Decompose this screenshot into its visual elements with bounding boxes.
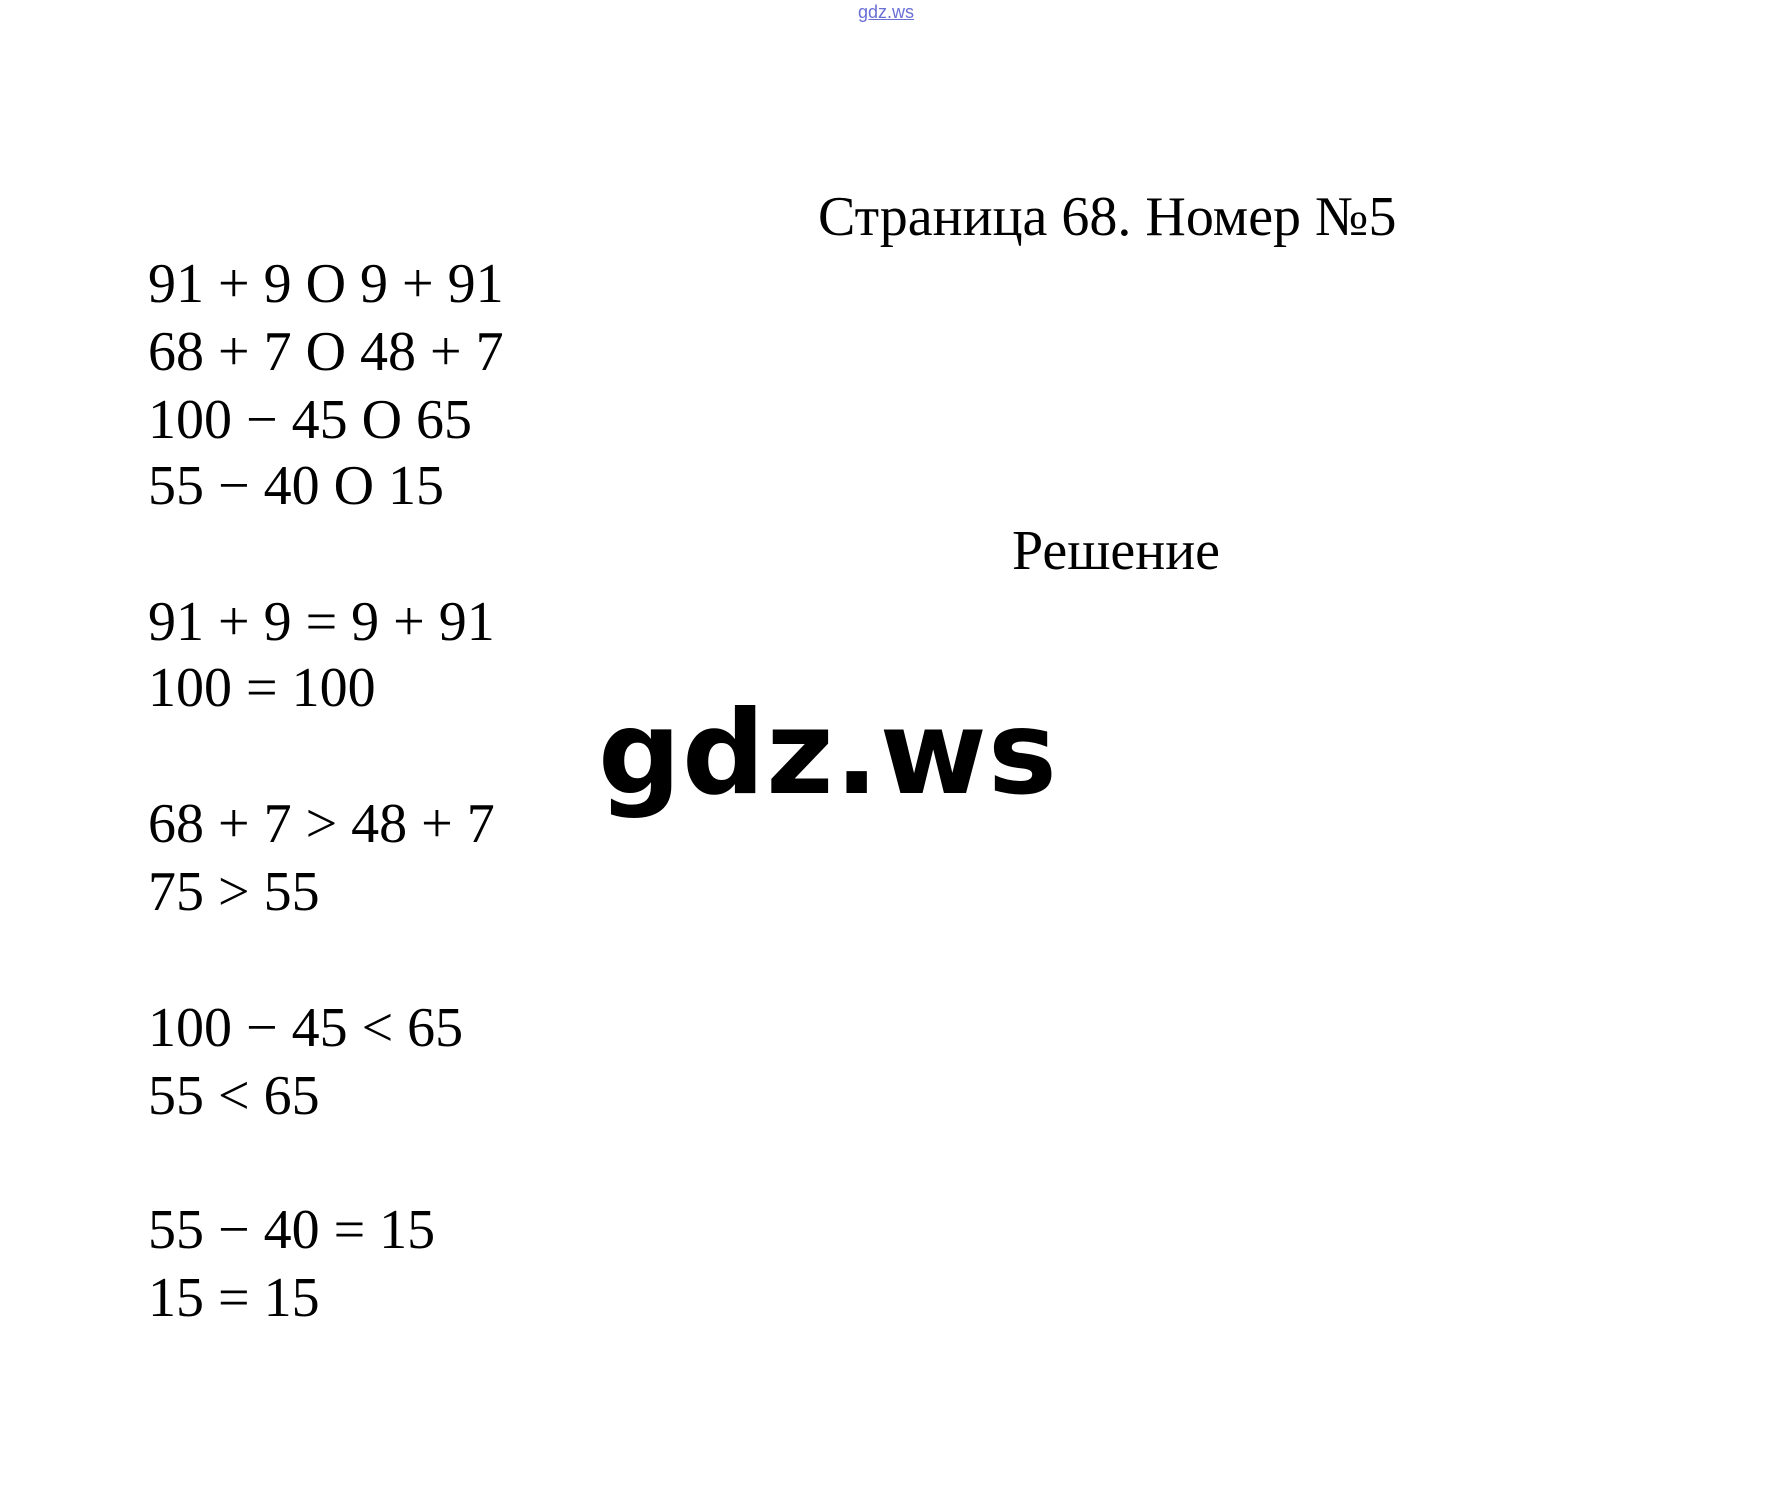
- solution-heading: Решение: [1012, 520, 1221, 582]
- center-watermark: gdz.ws: [598, 686, 1058, 821]
- task-line-4: 55 − 40 O 15: [148, 455, 445, 517]
- page-title: Страница 68. Номер №5: [818, 186, 1397, 248]
- task-line-2: 68 + 7 O 48 + 7: [148, 321, 504, 383]
- solution-line-3: 68 + 7 > 48 + 7: [148, 793, 495, 855]
- solution-line-2: 100 = 100: [148, 657, 376, 719]
- task-line-3: 100 − 45 O 65: [148, 389, 473, 451]
- solution-line-8: 15 = 15: [148, 1267, 320, 1329]
- solution-line-5: 100 − 45 < 65: [148, 997, 464, 1059]
- task-line-1: 91 + 9 O 9 + 91: [148, 253, 504, 315]
- solution-line-6: 55 < 65: [148, 1065, 320, 1127]
- solution-line-4: 75 > 55: [148, 861, 320, 923]
- solution-line-7: 55 − 40 = 15: [148, 1199, 436, 1261]
- solution-line-1: 91 + 9 = 9 + 91: [148, 591, 495, 653]
- top-watermark-link[interactable]: gdz.ws: [857, 2, 915, 22]
